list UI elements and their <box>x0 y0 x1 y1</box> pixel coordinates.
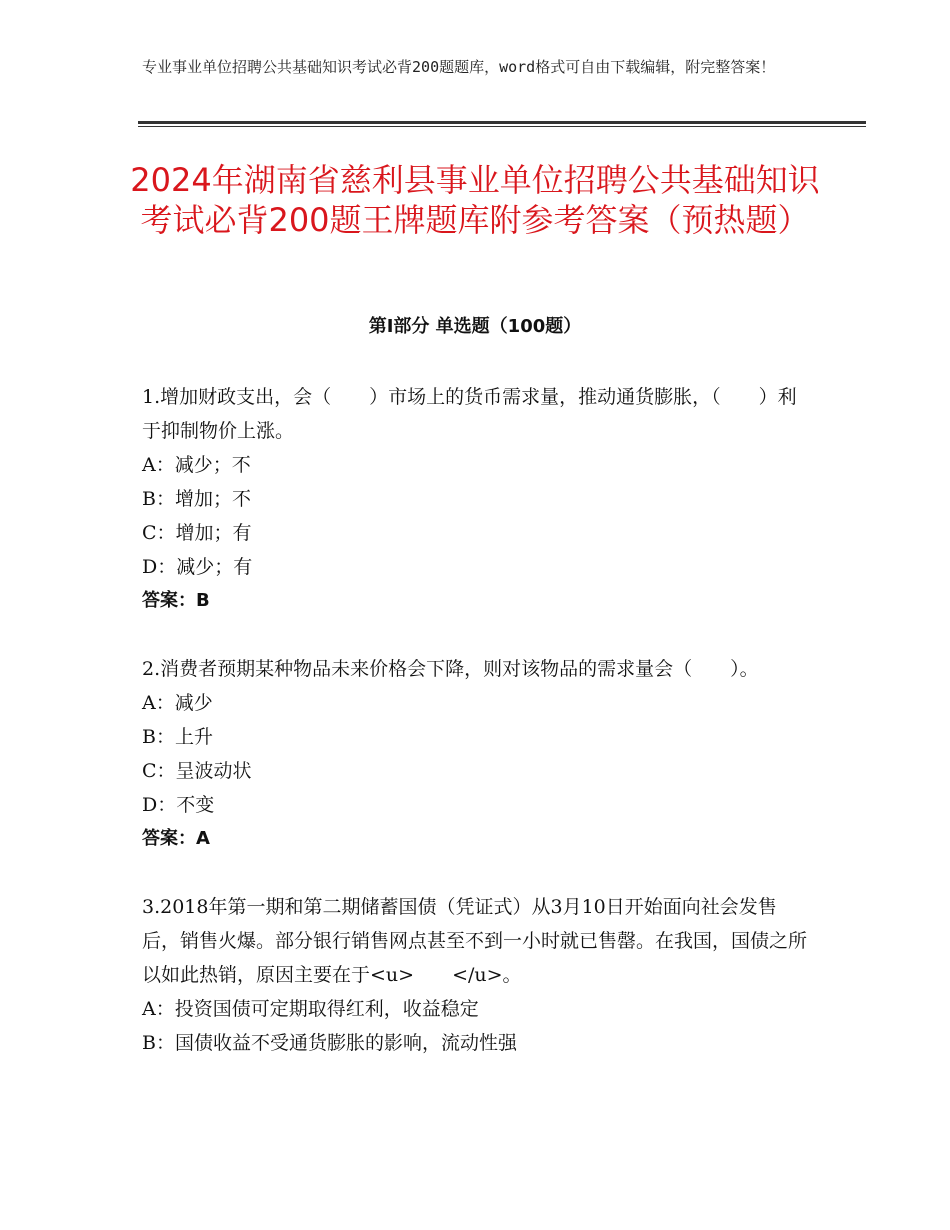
question-list <box>142 380 812 1094</box>
header-note: 专业事业单位招聘公共基础知识考试必背200题题库，word格式可自由下载编辑，附完整答案！ <box>142 58 776 76</box>
option-a: A：减少；不 <box>142 454 251 476</box>
header-rule-thin <box>138 126 866 127</box>
option-a: A：减少 <box>142 692 213 714</box>
option-a: A：投资国债可定期取得红利，收益稳定 <box>142 998 479 1020</box>
question-stem: 3.2018年第一期和第二期储蓄国债（凭证式）从3月10日开始面向社会发售后，销售火爆。部分银行销售网点甚至不到一小时就已售罄。在我国，国债之所以如此热销，原因主要在于<u> </u>。 <box>142 896 808 986</box>
question-2 <box>142 652 812 856</box>
question-stem: 2.消费者预期某种物品未来价格会下降，则对该物品的需求量会（ ）。 <box>142 658 759 680</box>
option-d: D：不变 <box>142 794 215 816</box>
option-b: B：增加；不 <box>142 488 251 510</box>
document-title: 2024年湖南省慈利县事业单位招聘公共基础知识考试必背200题王牌题库附参考答案（预热题） <box>130 161 820 239</box>
option-b: B：国债收益不受通货膨胀的影响，流动性强 <box>142 1032 517 1054</box>
header-rule-thick <box>138 121 866 124</box>
option-c: C：增加；有 <box>142 522 252 544</box>
question-3 <box>142 890 812 1060</box>
option-b: B：上升 <box>142 726 213 748</box>
answer: 答案：A <box>142 828 210 849</box>
option-d: D：减少；有 <box>142 556 253 578</box>
answer: 答案：B <box>142 590 210 611</box>
section-heading: 第Ⅰ部分 单选题（100题） <box>368 316 582 337</box>
option-c: C：呈波动状 <box>142 760 252 782</box>
question-1 <box>142 380 812 618</box>
question-stem: 1.增加财政支出，会（ ）市场上的货币需求量，推动通货膨胀，（ ）利于抑制物价上涨。 <box>142 386 797 442</box>
